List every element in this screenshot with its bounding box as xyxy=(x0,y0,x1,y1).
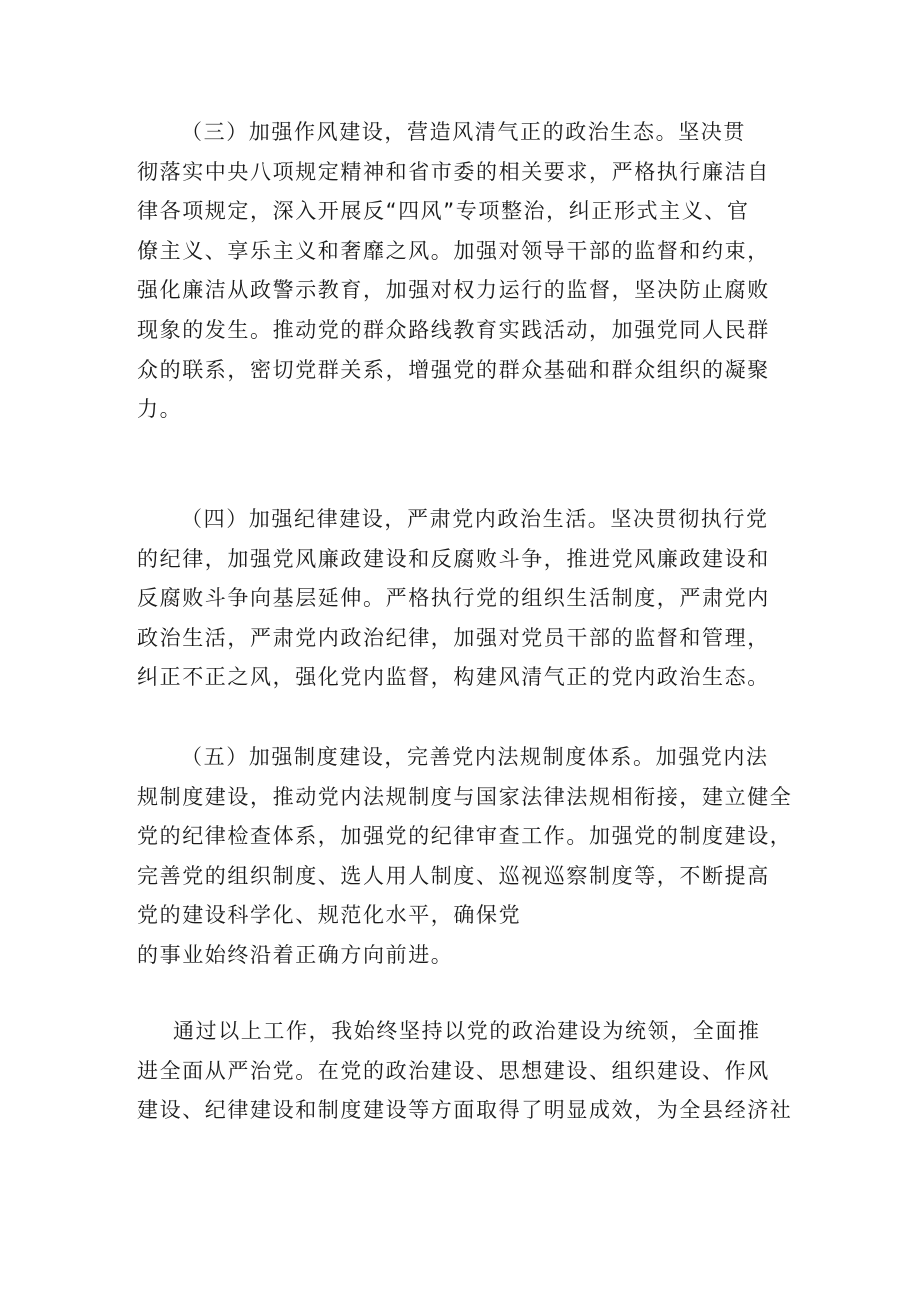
paragraph-line: 政治生活，严肃党内政治纪律，加强对党员干部的监督和管理， xyxy=(137,625,770,650)
paragraph-institutions xyxy=(137,738,797,976)
paragraph-line: 通过以上工作，我始终坚持以党的政治建设为统领，全面推 xyxy=(173,1019,761,1043)
paragraph-line: 的纪律，加强党风廉政建设和反腐败斗争，推进党风廉政建设和 xyxy=(137,546,770,571)
paragraph-summary xyxy=(137,1012,797,1131)
paragraph-line: 现象的发生。推动党的群众路线教育实践活动，加强党同人民群 xyxy=(137,317,770,342)
paragraph-line: 彻落实中央八项规定精神和省市委的相关要求，严格执行廉洁自 xyxy=(137,159,770,184)
paragraph-line: 力。 xyxy=(137,397,183,422)
paragraph-line: 众的联系，密切党群关系，增强党的群众基础和群众组织的凝聚 xyxy=(137,357,770,382)
paragraph-line: 强化廉洁从政警示教育，加强对权力运行的监督，坚决防止腐败 xyxy=(137,278,770,303)
paragraph-line: 律各项规定，深入开展反“四风”专项整治，纠正形式主义、官 xyxy=(137,199,750,224)
paragraph-line: 建设、纪律建设和制度建设等方面取得了明显成效，为全县经济社 xyxy=(137,1098,793,1123)
paragraph-line: 纠正不正之风，强化党内监督，构建风清气正的党内政治生态。 xyxy=(137,665,770,690)
paragraph-line: 党的建设科学化、规范化水平，确保党 xyxy=(137,903,522,928)
paragraph-line: 进全面从严治党。在党的政治建设、思想建设、组织建设、作风 xyxy=(137,1058,770,1083)
paragraph-work-style xyxy=(137,113,797,430)
paragraph-line: 规制度建设，推动党内法规制度与国家法律法规相衔接，建立健全 xyxy=(137,784,793,809)
paragraph-line: 党的纪律检查体系，加强党的纪律审查工作。加强党的制度建设， xyxy=(137,824,793,849)
paragraph-line: （四）加强纪律建设，严肃党内政治生活。坚决贯彻执行党 xyxy=(181,507,769,531)
paragraph-line: 完善党的组织制度、选人用人制度、巡视巡察制度等，不断提高 xyxy=(137,863,770,888)
paragraph-line: 的事业始终沿着正确方向前进。 xyxy=(137,942,454,967)
paragraph-line: 僚主义、享乐主义和奢靡之风。加强对领导干部的监督和约束， xyxy=(137,238,770,263)
paragraph-line: （五）加强制度建设，完善党内法规制度体系。加强党内法 xyxy=(181,745,769,769)
paragraph-line: （三）加强作风建设，营造风清气正的政治生态。坚决贯 xyxy=(181,120,746,144)
paragraph-line: 反腐败斗争向基层延伸。严格执行党的组织生活制度，严肃党内 xyxy=(137,586,770,611)
paragraph-discipline xyxy=(137,500,797,698)
